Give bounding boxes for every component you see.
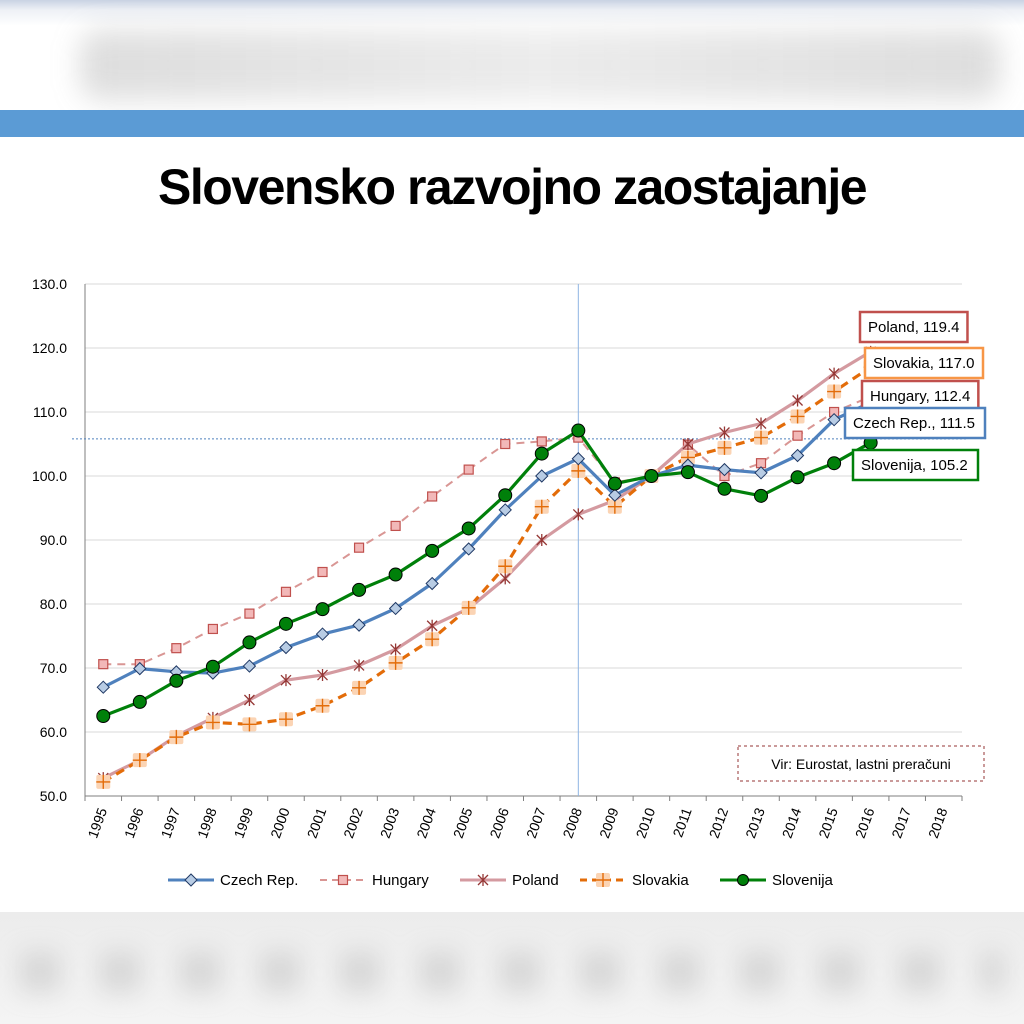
- data-point: [339, 876, 348, 885]
- data-point: [501, 440, 510, 449]
- data-point: [281, 587, 290, 596]
- data-point: [170, 674, 183, 687]
- data-callout-text: Slovenija, 105.2: [861, 457, 968, 474]
- data-point: [738, 875, 749, 886]
- data-callout: [853, 450, 978, 480]
- data-point: [133, 695, 146, 708]
- data-point: [185, 874, 197, 886]
- data-point: [245, 609, 254, 618]
- x-tick-label: 2010: [632, 805, 659, 841]
- data-point: [317, 628, 329, 640]
- data-callout-text: Czech Rep., 111.5: [853, 415, 976, 432]
- slide-footer: [0, 912, 1024, 1024]
- data-callout: [862, 381, 978, 411]
- data-point: [535, 447, 548, 460]
- data-point: [279, 617, 292, 630]
- data-callout-text: Hungary, 112.4: [870, 388, 971, 405]
- data-point: [353, 619, 365, 631]
- data-callout: [860, 312, 967, 342]
- legend-label: Hungary: [372, 872, 429, 889]
- data-point: [755, 467, 767, 479]
- x-tick-label: 2016: [851, 805, 878, 841]
- data-callout: [865, 348, 983, 378]
- x-tick-label: 2018: [924, 805, 951, 841]
- data-callout-text: Slovakia, 117.0: [873, 355, 975, 372]
- y-tick-label: 70.0: [39, 660, 67, 676]
- slide-title: Slovensko razvojno zaostajanje: [157, 159, 867, 215]
- series-line: [103, 402, 870, 687]
- data-point: [828, 457, 841, 470]
- data-point: [172, 644, 181, 653]
- y-tick-label: 80.0: [39, 596, 67, 612]
- data-point: [243, 636, 256, 649]
- data-point: [97, 681, 109, 693]
- legend-item: [720, 872, 834, 889]
- legend: [168, 872, 834, 889]
- x-tick-label: 1996: [120, 805, 147, 841]
- legend-label: Slovakia: [632, 872, 689, 889]
- data-point: [353, 583, 366, 596]
- data-callout: [845, 408, 985, 438]
- data-point: [97, 710, 110, 723]
- data-point: [99, 660, 108, 669]
- x-tick-label: 2013: [742, 805, 768, 841]
- x-tick-label: 2008: [559, 805, 586, 841]
- x-tick-label: 2002: [340, 805, 366, 841]
- x-tick-label: 2004: [413, 805, 439, 841]
- data-point: [537, 437, 546, 446]
- y-tick-label: 130.0: [31, 276, 67, 292]
- data-point: [206, 660, 219, 673]
- data-point: [355, 543, 364, 552]
- x-tick-label: 2012: [705, 805, 732, 841]
- data-point: [791, 471, 804, 484]
- source-note: [738, 746, 984, 781]
- x-tick-label: 2006: [486, 805, 513, 841]
- data-point: [462, 522, 475, 535]
- x-tick-label: 1998: [194, 805, 220, 841]
- data-point: [208, 624, 217, 633]
- x-tick-label: 2011: [669, 805, 695, 840]
- data-callout-text: Poland, 119.4: [868, 319, 960, 336]
- data-point: [389, 568, 402, 581]
- y-tick-label: 50.0: [39, 788, 67, 804]
- x-tick-label: 2017: [888, 805, 915, 841]
- legend-label: Czech Rep.: [220, 872, 299, 889]
- legend-item: [460, 872, 559, 889]
- data-point: [428, 492, 437, 501]
- data-point: [645, 470, 658, 483]
- source-note-text: Vir: Eurostat, lastni preračuni: [771, 756, 951, 772]
- legend-item: [580, 872, 689, 889]
- series-line: [103, 352, 870, 778]
- legend-item: [168, 872, 298, 889]
- data-point: [718, 482, 731, 495]
- x-tick-label: 2014: [778, 805, 805, 841]
- data-point: [318, 568, 327, 577]
- data-point: [681, 466, 694, 479]
- x-tick-label: 2005: [449, 805, 476, 841]
- x-tick-label: 1995: [84, 805, 111, 841]
- legend-item: [320, 872, 429, 889]
- data-point: [464, 465, 473, 474]
- data-point: [755, 489, 768, 502]
- data-point: [608, 477, 621, 490]
- x-tick-label: 2000: [267, 805, 293, 841]
- data-point: [793, 394, 803, 406]
- data-point: [391, 521, 400, 530]
- data-point: [499, 489, 512, 502]
- blurred-footer: [20, 952, 1004, 992]
- data-point: [572, 424, 585, 437]
- x-tick-label: 2009: [595, 805, 622, 841]
- legend-label: Poland: [512, 872, 559, 889]
- y-tick-label: 100.0: [31, 468, 67, 484]
- data-point: [243, 660, 255, 672]
- y-tick-label: 120.0: [31, 340, 67, 356]
- y-tick-label: 60.0: [39, 724, 67, 740]
- data-point: [793, 431, 802, 440]
- y-tick-label: 110.0: [33, 404, 67, 420]
- x-tick-label: 2015: [815, 805, 841, 841]
- x-tick-label: 1999: [230, 805, 257, 841]
- x-tick-label: 2001: [303, 805, 330, 841]
- data-point: [280, 642, 292, 654]
- x-tick-label: 2007: [522, 805, 549, 841]
- data-point: [316, 603, 329, 616]
- y-tick-label: 90.0: [39, 532, 67, 548]
- x-tick-label: 2003: [376, 805, 403, 841]
- x-tick-label: 1997: [157, 805, 184, 841]
- data-point: [500, 572, 510, 584]
- data-point: [426, 544, 439, 557]
- data-point: [829, 368, 839, 380]
- legend-label: Slovenija: [772, 872, 833, 889]
